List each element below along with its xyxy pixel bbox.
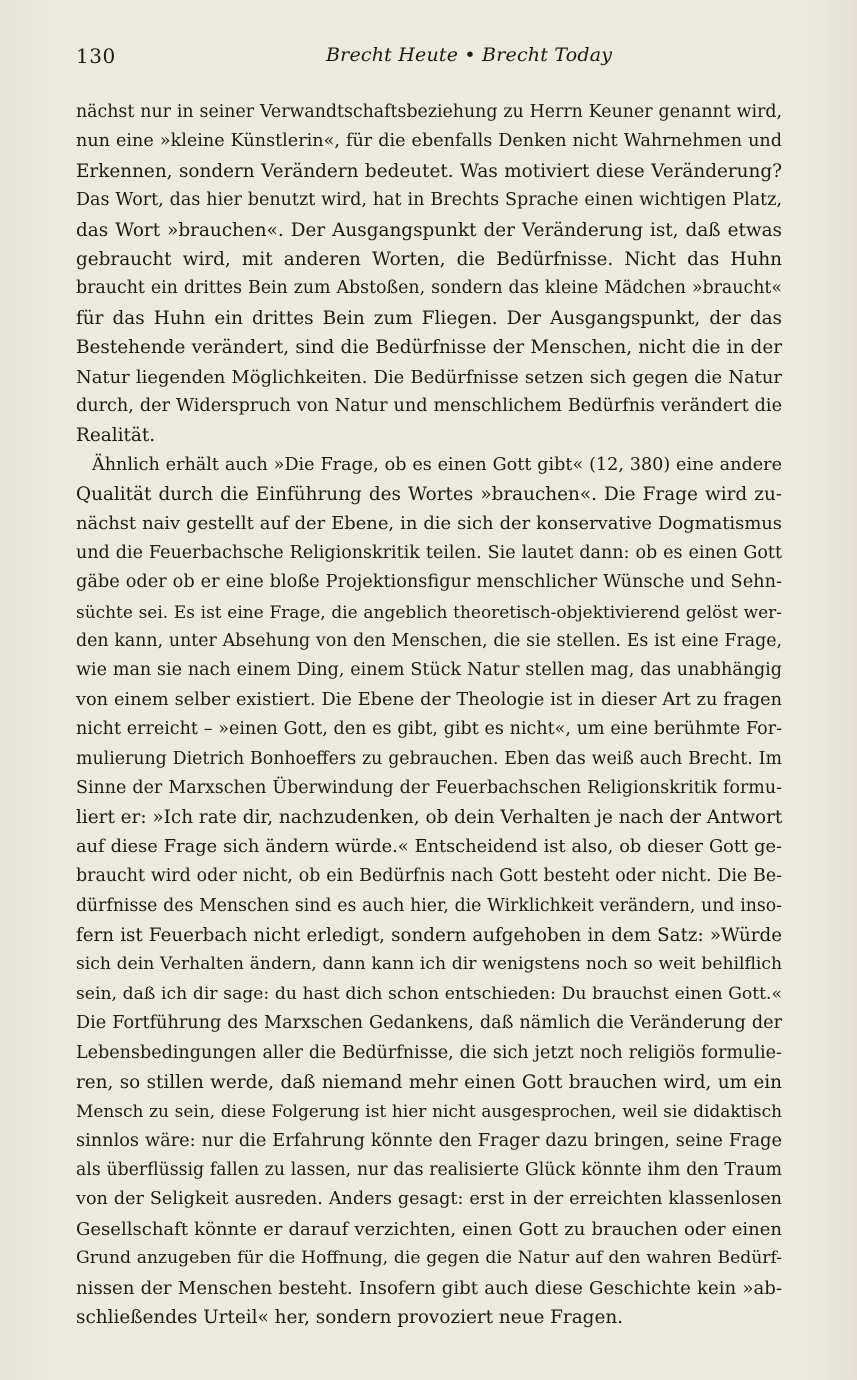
text-line: nächst naiv gestellt auf der Ebene, in die sich der konservative Dogmatismus bbox=[76, 513, 782, 535]
page-number: 130 bbox=[76, 44, 116, 68]
paragraph bbox=[76, 98, 782, 451]
text-line: ren, so stillen werde, daß niemand mehr einen Gott brauchen wird, um ein bbox=[76, 1071, 782, 1093]
text-line: als überflüssig fallen zu lassen, nur das realisierte Glück könnte ihm den Traum bbox=[76, 1160, 782, 1181]
text-line: fern ist Feuerbach nicht erledigt, sondern aufgehoben in dem Satz: »Würde bbox=[76, 924, 782, 946]
text-line: dürfnisse des Menschen sind es auch hier, die Wirklichkeit verändern, und inso- bbox=[76, 895, 782, 916]
text-line: braucht wird oder nicht, ob ein Bedürfnis nach Gott besteht oder nicht. Die Be- bbox=[76, 866, 782, 887]
text-line: den kann, unter Absehung von den Menschen, die sie stellen. Es ist eine Frage, bbox=[76, 631, 782, 652]
text-line: süchte sei. Es ist eine Frage, die angeblich theoretisch-objektivierend gelöst wer- bbox=[76, 601, 782, 622]
text-line: gebraucht wird, mit anderen Worten, die Bedürfnisse. Nicht das Huhn bbox=[76, 248, 782, 270]
text-line: Gesellschaft könnte er darauf verzichten, einen Gott zu brauchen oder einen bbox=[76, 1218, 782, 1240]
text-line: nissen der Menschen besteht. Insofern gibt auch diese Geschichte kein »ab- bbox=[76, 1277, 782, 1299]
text-line: Sinne der Marxschen Überwindung der Feuerbachschen Religionskritik formu- bbox=[76, 777, 782, 798]
text-line: Mensch zu sein, diese Folgerung ist hier nicht ausgesprochen, weil sie didaktisch bbox=[76, 1101, 782, 1122]
running-head: Brecht Heute • Brecht Today bbox=[326, 44, 613, 66]
text-line: nicht erreicht – »einen Gott, den es gibt, gibt es nicht«, um eine berühmte For- bbox=[76, 719, 782, 740]
paragraph bbox=[76, 451, 782, 1333]
text-line: Bestehende verändert, sind die Bedürfnisse der Menschen, nicht die in der bbox=[76, 337, 782, 359]
text-line: nun eine »kleine Künstlerin«, für die ebenfalls Denken nicht Wahrnehmen und bbox=[76, 131, 782, 152]
text-line: braucht ein drittes Bein zum Abstoßen, sondern das kleine Mädchen »braucht« bbox=[76, 278, 782, 299]
text-line: Grund anzugeben für die Hoffnung, die gegen die Natur auf den wahren Bedürf- bbox=[76, 1248, 782, 1269]
text-line: sich dein Verhalten ändern, dann kann ich dir wenigstens noch so weit behilflich bbox=[76, 954, 782, 975]
text-line: Ähnlich erhält auch »Die Frage, ob es einen Gott gibt« (12, 380) eine andere bbox=[92, 454, 782, 475]
text-line: Natur liegenden Möglichkeiten. Die Bedürfnisse setzen sich gegen die Natur bbox=[76, 366, 782, 388]
text-line: und die Feuerbachsche Religionskritik teilen. Sie lautet dann: ob es einen Gott bbox=[76, 542, 782, 563]
text-line: Realität. bbox=[76, 425, 156, 447]
text-line: nächst nur in seiner Verwandtschaftsbeziehung zu Herrn Keuner genannt wird, bbox=[76, 102, 782, 122]
text-line: wie man sie nach einem Ding, einem Stück Natur stellen mag, das unabhängig bbox=[76, 660, 782, 681]
text-line: das Wort »brauchen«. Der Ausgangspunkt der Veränderung ist, daß etwas bbox=[76, 219, 782, 241]
text-line: von der Seligkeit ausreden. Anders gesagt: erst in der erreichten klassenlosen bbox=[76, 1189, 782, 1210]
text-line: von einem selber existiert. Die Ebene der Theologie ist in dieser Art zu fragen bbox=[76, 689, 782, 710]
text-line: Das Wort, das hier benutzt wird, hat in Brechts Sprache einen wichtigen Platz, bbox=[76, 190, 782, 211]
page-header bbox=[76, 44, 781, 74]
text-line: mulierung Dietrich Bonhoeffers zu gebrauchen. Eben das weiß auch Brecht. Im bbox=[76, 748, 782, 769]
text-line: auf diese Frage sich ändern würde.« Entscheidend ist also, ob dieser Gott ge- bbox=[76, 836, 782, 857]
text-line: durch, der Widerspruch von Natur und menschlichem Bedürfnis verändert die bbox=[76, 395, 782, 416]
text-line: sinnlos wäre: nur die Erfahrung könnte den Frager dazu bringen, seine Frage bbox=[76, 1130, 782, 1151]
text-line: Die Fortführung des Marxschen Gedankens, daß nämlich die Veränderung der bbox=[76, 1013, 782, 1034]
text-line: gäbe oder ob er eine bloße Projektionsfigur menschlicher Wünsche und Sehn- bbox=[76, 572, 782, 593]
text-line: schließendes Urteil« her, sondern provoziert neue Fragen. bbox=[76, 1307, 624, 1329]
text-line: sein, daß ich dir sage: du hast dich schon entschieden: Du brauchst einen Gott.« bbox=[76, 983, 782, 1004]
text-line: Qualität durch die Einführung des Wortes »brauchen«. Die Frage wird zu- bbox=[76, 484, 782, 506]
text-line: liert er: »Ich rate dir, nachzudenken, ob dein Verhalten je nach der Antwort bbox=[76, 807, 783, 829]
text-line: für das Huhn ein drittes Bein zum Fliegen. Der Ausgangspunkt, der das bbox=[76, 307, 782, 329]
text-line: Lebensbedingungen aller die Bedürfnisse, die sich jetzt noch religiös formulie- bbox=[76, 1042, 782, 1063]
text-line: Erkennen, sondern Verändern bedeutet. Was motiviert diese Veränderung? bbox=[76, 160, 782, 182]
body-text bbox=[76, 98, 782, 1332]
